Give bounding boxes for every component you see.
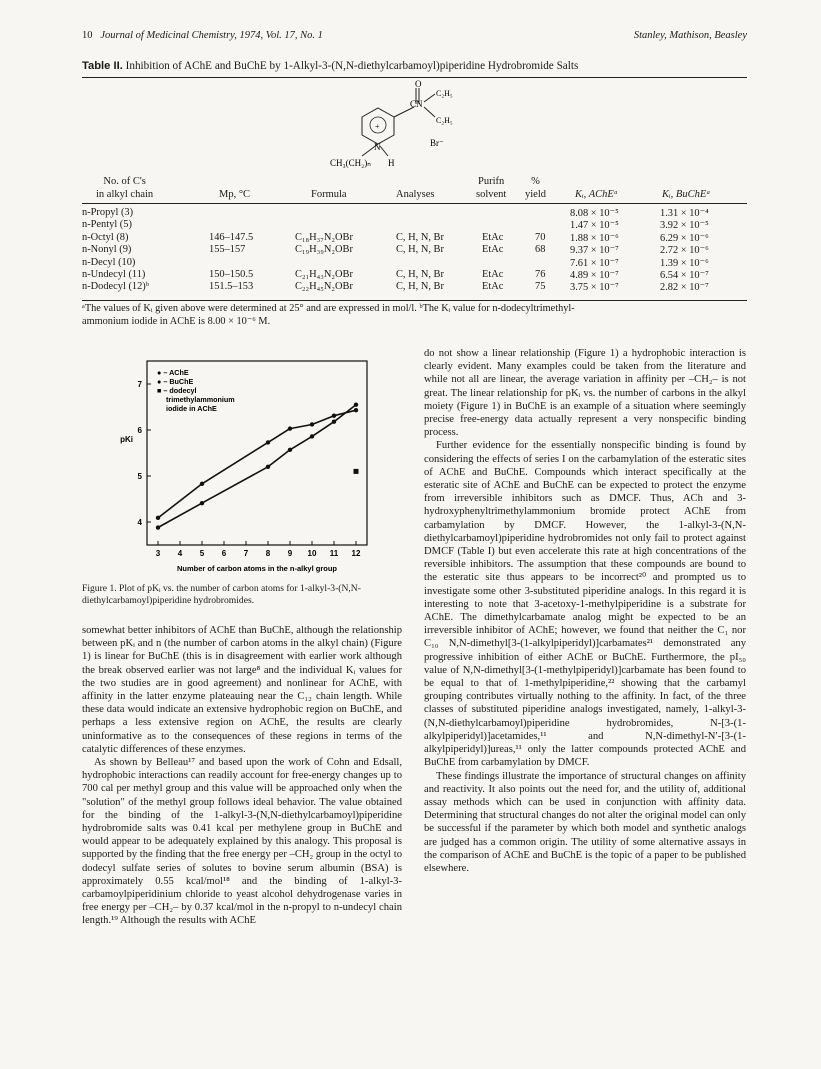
y-axis-label: pKi [120, 435, 133, 445]
table-bottom-rule [82, 300, 747, 301]
table-cell-analyses: C, H, N, Br [396, 268, 444, 280]
table-row [82, 207, 747, 219]
col-header-analyses: Analyses [396, 189, 435, 200]
y-tick-label: 4 [137, 518, 142, 527]
x-tick-label: 9 [287, 549, 293, 558]
running-header-left [82, 30, 323, 41]
x-tick-label: 3 [155, 549, 161, 558]
col-header-yield-line2: yield [525, 189, 546, 200]
table-cell-buche: 3.92 × 10⁻⁵ [660, 220, 709, 232]
col-header-formula: Formula [311, 189, 347, 200]
col-header-mp: Mp, °C [219, 189, 251, 200]
col-header-carbons [96, 175, 153, 201]
table-cell-buche: 1.39 × 10⁻⁶ [660, 257, 709, 269]
page-number: 10 [82, 30, 93, 41]
table-cell-mp: 150–150.5 [209, 268, 254, 280]
ache-point [288, 426, 292, 430]
col-header-ki-buche: Kᵢ, BuChEᵃ [662, 189, 711, 200]
x-tick-label: 6 [221, 549, 227, 558]
table-cell-yield: 75 [535, 281, 546, 293]
y-tick-label: 6 [137, 426, 142, 435]
ache-point [200, 482, 204, 486]
table-cell-ache: 9.37 × 10⁻⁷ [570, 245, 619, 257]
right-paragraph-1: do not show a linear relationship (Figure 1) a hydrophobic interaction is clearly evident. Many examples could be taken from the literature and while not all are linear, the average variation in affinity per –CH₂– is not great. The linear relationship for pKᵢ vs. the number of carbons in the alkyl moiety (Figure 1) in BuChE is an example of a situation where seemingly precise free-energy data actually represent a very nonspecific binding process. [424, 348, 746, 439]
table-cell-name: n-Decyl (10) [82, 256, 136, 268]
right-paragraph-2: Further evidence for the essentially nonspecific binding is found by considering the effects of series I on the carbamylation of the esteratic sites of AChE and BuChE. Compounds which interact specifically at the esteratic site of AChE and BuChE can be expected to protect the enzyme from irreversible inhibitors such as DMCF. Thus, ACh and 3-hydroxyphenyltrimethylammonium bromide protect AChE from carbamylation by DMCF. However, the 1-alkyl-3-(N,N-diethylcarbamoyl)piperidine hydrobromides not only fail to protect against DMCF (Table I) but even accelerate this rate at high concentrations of the reversible inhibitors. The assumption that these compounds are bound to the esteratic site thus appears to be incorrect²⁰ and prompted us to investigate some other 3-substituted piperidine analogs. In this regard it is interesting to note that 3-acetoxy-1-methylpiperidine is a substrate for AChE. The dimethylcarbamate analog might be expected to be an irreversible inhibitor of AChE; however, we found that neither the C₁ nor C₁₀ N,N-dimethyl[3-(1-alkylpiperidyl)]carbamates²¹ demonstrated any progressive inhibition of either AChE or BuChE. Furthermore, the pI₅₀ value of N,N-dimethyl[3-(1-methylpiperidyl)]carbamate has been found to be equal to that of 1-methylpiperidine,²² showing that the carbamyl grouping contributes virtually nothing to the affinity. In fact, of the three classes of substituted piperidine analogs investigated, namely, 1-alkyl-3-(N,N-diethylcarbamoyl)piperidine hydrobromides, N-[3-(1-alkylpiperidyl)]acetamides,¹¹ and N,N-dimethyl-N′-[3-(1-alkylpiperidyl)]ureas,¹¹ only the latter compounds protected AChE and BuChE from carbamylation by DMCF. [424, 440, 746, 769]
legend-item: ● – AChE [157, 368, 189, 377]
table-cell-solvent: EtAc [482, 244, 504, 256]
table-label: Table II. [82, 60, 123, 72]
table-cell-solvent: EtAc [482, 281, 504, 293]
legend-item: trimethylammonium [166, 395, 235, 404]
buche-point [266, 465, 270, 469]
table-caption [82, 60, 578, 72]
atom-o: O [415, 80, 422, 89]
table-cell-name: n-Undecyl (11) [82, 268, 146, 280]
table-cell-ache: 4.89 × 10⁻⁷ [570, 269, 619, 281]
table-cell-name: n-Dodecyl (12)ᵇ [82, 281, 149, 293]
chemical-structure [330, 80, 500, 172]
table-cell-mp: 155–157 [209, 244, 246, 256]
buche-point [332, 420, 336, 424]
buche-line [158, 405, 356, 528]
table-cell-ache: 3.75 × 10⁻⁷ [570, 282, 619, 294]
table-cell-buche: 1.31 × 10⁻⁴ [660, 208, 709, 219]
table-cell-formula: C₂₁H₄₃N₂OBr [295, 268, 353, 280]
ache-point [310, 422, 314, 426]
right-paragraph-3: These findings illustrate the importance of structural changes on affinity and reactivity. It also points out the need for, and the utility of, additional assay methods which can be used in conjunction with affinity data. Determining that structural changes do not alter the original model can only be successful if the parameter by which both model and synthetic analogs are judged has a common origin. The utility of some alternative assays in the comparison of AChE and BuChE is the topic of a paper to be published elsewhere. [424, 770, 746, 874]
table-cell-yield: 76 [535, 268, 546, 280]
table-cell-buche: 6.54 × 10⁻⁷ [660, 269, 709, 281]
x-tick-label: 7 [243, 549, 249, 558]
table-cell-yield: 70 [535, 231, 546, 243]
col-header-yield [525, 175, 546, 201]
table-row [82, 281, 747, 293]
table-cell-solvent: EtAc [482, 231, 504, 243]
ache-point [354, 408, 358, 412]
table-cell-ache: 1.47 × 10⁻⁵ [570, 220, 619, 232]
table-row [82, 232, 747, 244]
legend-item: iodide in AChE [166, 404, 217, 413]
col-header-ki-ache: Kᵢ, AChEᵃ [575, 189, 618, 200]
left-paragraph-2: As shown by Belleau¹⁷ and based upon the work of Cohn and Edsall, hydrophobic interactions can readily account for free-energy changes up to 700 cal per methyl group and this value will be approached only when the "solution" of the methyl group follows ideal behavior. The value obtained for the binding of the 1-alkyl-3-(N,N-diethylcarbamoyl)piperidine hydrobromide salts was 0.41 kcal per methylene group in BuChE and would appear to be adequately explained by this analogy. This proposal is supported by the finding that the free energy per –CH₂ group in the octyl to dodecyl sulfate series of solutes to bovine serum albumin (BSA) is approximately 0.55 kcal/mol¹⁸ and the binding of 1-alkyl-3-carbamoylpiperidinium chloride to yeast alcohol dehydrogenase varies in free energy per –CH₂– by 0.37 kcal/mol in the n-propyl to n-undecyl chain length.¹⁹ Although the results with AChE [82, 757, 402, 927]
table-footnote-line1: ᵃThe values of Kᵢ given above were determined at 25° and are expressed in mol/l. ᵇThe Kᵢ value for n-dodecyltrimethyl- [82, 303, 575, 314]
legend-item: ■ – dodecyl [157, 386, 197, 395]
table-cell-analyses: C, H, N, Br [396, 244, 444, 256]
col-header-carbons-line2: in alkyl chain [96, 189, 154, 200]
table-row [82, 244, 747, 256]
table-cell-name: n-Pentyl (5) [82, 219, 132, 231]
buche-point [200, 501, 204, 505]
ethyl-top: C₂H₅ [436, 89, 453, 98]
x-tick-label: 4 [177, 549, 183, 558]
col-header-solvent-line1: Purifn [478, 176, 505, 187]
x-tick-label: 11 [329, 549, 339, 558]
table-cell-buche: 2.72 × 10⁻⁶ [660, 245, 709, 257]
col-header-yield-line1: % [531, 176, 540, 187]
table-cell-ache: 7.61 × 10⁻⁷ [570, 257, 619, 269]
figure-caption: Figure 1. Plot of pKᵢ vs. the number of carbon atoms for 1-alkyl-3-(N,N-diethylcarbamoyl)piperidine hydrobromides. [82, 583, 361, 606]
table-top-rule [82, 77, 747, 78]
table-cell-solvent: EtAc [482, 268, 504, 280]
buche-point [310, 434, 314, 438]
x-tick-label: 10 [307, 549, 317, 558]
legend-item: ● – BuChE [157, 377, 194, 386]
table-cell-formula: C₁₉H₃₉N₂OBr [295, 244, 353, 256]
alkyl-chain: CH₃(CH₂)ₙ [330, 158, 371, 168]
figure-1-chart [105, 355, 395, 580]
buche-point [156, 525, 160, 529]
x-tick-label: 8 [265, 549, 271, 558]
table-cell-ache: 1.88 × 10⁻⁶ [570, 232, 619, 244]
table-cell-yield: 68 [535, 244, 546, 256]
table-title: Inhibition of AChE and BuChE by 1-Alkyl-3-(N,N-diethylcarbamoyl)piperidine Hydrobromide Salts [125, 60, 579, 72]
table-cell-name: n-Octyl (8) [82, 231, 129, 243]
journal-citation: Journal of Medicinal Chemistry, 1974, Vol. 17, No. 1 [100, 30, 323, 41]
atom-h: H [388, 158, 395, 168]
x-tick-label: 5 [199, 549, 205, 558]
table-cell-mp: 151.5–153 [209, 281, 254, 293]
col-header-solvent [476, 175, 506, 201]
left-paragraph-1: somewhat better inhibitors of AChE than BuChE, although the relationship between pKᵢ and n (the number of carbon atoms in the alkyl chain) (Figure 1) is linear for BuChE (this is in disagreement with earlier work although the break observed earlier was not large⁸ and the individual Kᵢ values for the two studies are in good agreement) and nonlinear for AChE, with affinity in the latter enzyme plateauing near the C₁₂ chain length. While these data would indicate an extensive hydrophobic region on BuChE, and perhaps a less extensive region on AChE, the results are clearly uninformative as to the consequences of these regions in terms of the catalytic differences of these enzymes. [82, 625, 402, 755]
y-tick-label: 7 [137, 380, 142, 389]
table-cell-name: n-Nonyl (9) [82, 244, 132, 256]
table-cell-buche: 2.82 × 10⁻⁷ [660, 282, 709, 294]
y-tick-label: 5 [137, 472, 142, 481]
dodecyl-point [354, 469, 359, 474]
table-cell-formula: C₂₂H₄₅N₂OBr [295, 281, 353, 293]
table-cell-analyses: C, H, N, Br [396, 281, 444, 293]
table-cell-ache: 8.08 × 10⁻⁵ [570, 208, 619, 219]
bromide: Br⁻ [430, 138, 444, 148]
table-rows [82, 207, 747, 294]
ache-point [156, 516, 160, 520]
table-row [82, 269, 747, 281]
buche-point [288, 448, 292, 452]
running-header-authors: Stanley, Mathison, Beasley [633, 30, 747, 41]
table-row [82, 257, 747, 269]
col-header-carbons-line1: No. of C's [103, 176, 146, 187]
table-cell-buche: 6.29 × 10⁻⁶ [660, 232, 709, 244]
atom-n: N [374, 142, 381, 152]
ache-point [332, 414, 336, 418]
table-cell-formula: C₁₈H₃₇N₂OBr [295, 231, 353, 243]
atom-cn: CN [410, 99, 423, 109]
table-header-rule [82, 203, 747, 204]
right-column-text [424, 347, 746, 875]
table-cell-name: n-Propyl (3) [82, 207, 134, 218]
x-tick-label: 12 [351, 549, 361, 558]
x-axis-label: Number of carbon atoms in the n-alkyl group [176, 564, 338, 573]
table-cell-mp: 146–147.5 [209, 231, 254, 243]
charge-plus: + [375, 122, 380, 131]
table-footnote-line2: ammonium iodide in AChE is 8.00 × 10⁻⁶ M. [82, 316, 271, 327]
col-header-solvent-line2: solvent [476, 189, 507, 200]
ethyl-bottom: C₂H₅ [436, 116, 453, 125]
table-row [82, 219, 747, 231]
table-footnote [82, 302, 747, 328]
table-body [82, 207, 747, 294]
table-cell-analyses: C, H, N, Br [396, 231, 444, 243]
buche-point [354, 403, 358, 407]
left-column-text [82, 624, 402, 928]
ache-point [266, 440, 270, 444]
